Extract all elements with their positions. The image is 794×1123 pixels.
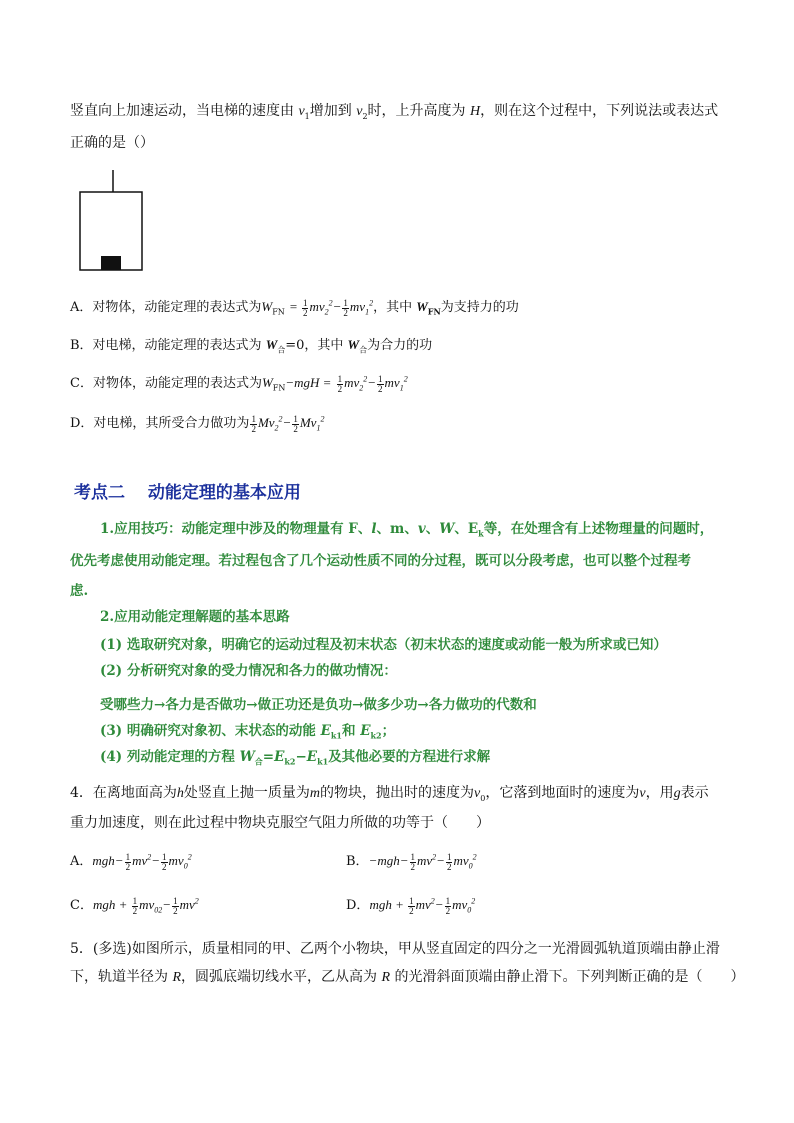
approach-title: 2.应用动能定理解题的基本思路: [100, 609, 290, 625]
object-block: [101, 256, 121, 270]
q3-option-d: D．对电梯，其所受合力做功为 $\frac{1}{2}$ $Mv_2^2-$ $\frac{1}{2}$ $Mv_1^2$: [70, 413, 325, 434]
q3-option-c: C．对物体，动能定理的表达式为$W_{FN}-mgH$ = $\frac{1}{2}$ $mv_2^2-$ $\frac{1}{2}$ $mv_1^2$: [70, 373, 408, 394]
tip-line3: 虑.: [70, 583, 89, 599]
q4-option-c: C．mgh + $\frac{1}{2}$ $mv_{02}-$ $\frac{1}{2}$ $mv^2$: [70, 895, 199, 916]
q4-option-b: B．−mgh− $\frac{1}{2}$ $mv^2-$ $\frac{1}{2}$ $mv_0^2$: [346, 851, 477, 872]
q3-stem-line1: 竖直向上加速运动，当电梯的速度由 $v_1$增加到 $v_2$时，上升高度为 H，则在这个过程中，下列说法或表达式: [70, 103, 719, 121]
step-1: (1) 选取研究对象，明确它的运动过程及初末状态（初末状态的速度或动能一般为所求或已知）: [100, 637, 667, 653]
q4-option-d: D．mgh + $\frac{1}{2}$ $mv^2-$ $\frac{1}{2}$ $mv_0^2$: [346, 895, 476, 916]
tip-line1: 1.应用技巧：动能定理中涉及的物理量有 F、l、m、v、W、$E_k$等，在处理含有上述物理量的问题时，: [100, 521, 714, 539]
step-4: (4) 列动能定理的方程 $W_合=E_{k2}-E_{k1}$及其他必要的方程进行求解: [100, 749, 491, 767]
q3-stem-line2: 正确的是（）: [70, 135, 154, 151]
elevator-figure: [76, 170, 146, 274]
section-heading: 考点二 动能定理的基本应用: [74, 483, 301, 503]
step-3: (3) 明确研究对象初、末状态的动能 $E_{k1}$和 $E_{k2}$；: [100, 723, 396, 741]
q4-stem-line2: 重力加速度，则在此过程中物块克服空气阻力所做的功等于（ ）: [70, 815, 490, 831]
step-2: (2) 分析研究对象的受力情况和各力的做功情况：: [100, 663, 397, 679]
step-flow: 受哪些力→各力是否做功→做正功还是负功→做多少功→各力做功的代数和: [100, 697, 537, 713]
tip-line2: 优先考虑使用动能定理。若过程包含了几个运动性质不同的分过程，既可以分段考虑，也可以整个过程考: [70, 553, 691, 569]
q4-option-a: A．mgh− $\frac{1}{2}$ $mv^2-$ $\frac{1}{2}$ $mv_0^2$: [70, 851, 192, 872]
q3-option-a: A．对物体，动能定理的表达式为$W_{FN}$ = $\frac{1}{2}$ $mv_2^2-$ $\frac{1}{2}$ $mv_1^2$，其中 $W_{FN}$为支持力的功: [70, 297, 519, 318]
q3-option-b: B．对电梯，动能定理的表达式为 $W_合=0$，其中 $W_合$为合力的功: [70, 337, 433, 355]
q5-stem-line1: 5．(多选)如图所示，质量相同的甲、乙两个小物块，甲从竖直固定的四分之一光滑圆弧轨道顶端由静止滑: [70, 941, 720, 957]
q5-stem-line2: 下，轨道半径为 R，圆弧底端切线水平，乙从高为 R 的光滑斜面顶端由静止滑下。下列判断正确的是（ ）: [70, 969, 745, 985]
q4-stem-line1: 4．在离地面高为h处竖直上抛一质量为m的物块，抛出时的速度为$v_0$，它落到地面时的速度为v，用g表示: [70, 785, 709, 803]
